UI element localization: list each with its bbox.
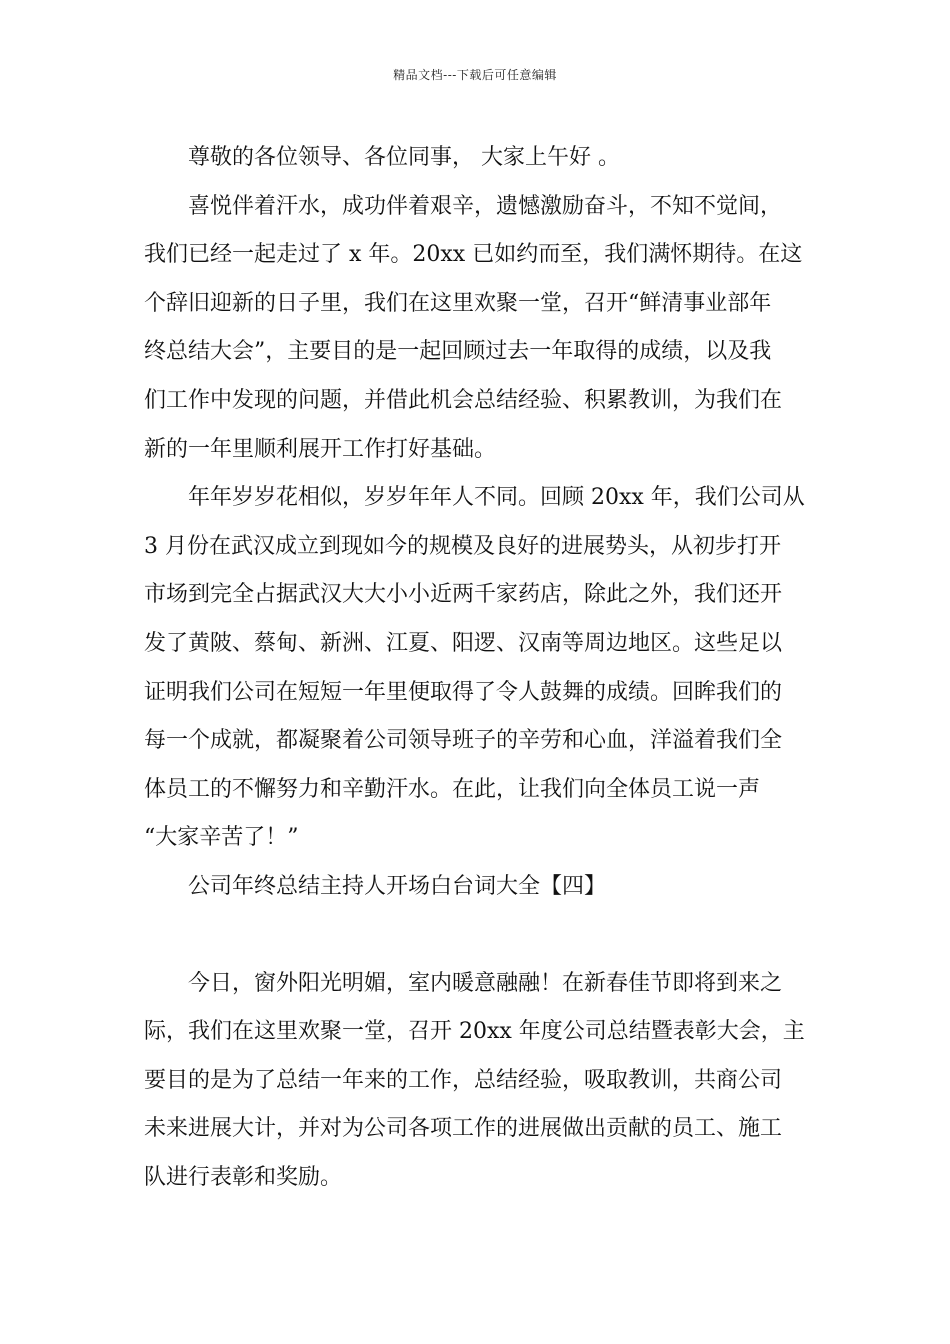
paragraph-1-line: 们工作中发现的问题，并借此机会总结经验、积累教训，为我们在 — [144, 387, 783, 413]
paragraph-1-line: 新的一年里顺利展开工作打好基础。 — [144, 436, 497, 462]
paragraph-3-line: 际，我们在这里欢聚一堂，召开 20xx 年度公司总结暨表彰大会，主 — [144, 1019, 805, 1045]
paragraph-2-line: 发了黄陂、蔡甸、新洲、江夏、阳逻、汉南等周边地区。这些足以 — [144, 630, 783, 656]
paragraph-3-line: 今日，窗外阳光明媚，室内暖意融融！在新春佳节即将到来之 — [188, 970, 783, 996]
paragraph-3-line: 要目的是为了总结一年来的工作，总结经验，吸取教训，共商公司 — [144, 1067, 783, 1093]
blank-spacer — [144, 912, 808, 960]
paragraph-1-line: 喜悦伴着汗水，成功伴着艰辛，遗憾激励奋斗，不知不觉间， — [188, 193, 783, 219]
paragraph-2-line: 体员工的不懈努力和辛勤汗水。在此，让我们向全体员工说一声 — [144, 776, 761, 802]
paragraph-1-line: 我们已经一起走过了 x 年。20xx 已如约而至，我们满怀期待。在这 — [144, 242, 803, 268]
paragraph-1-line: 个辞旧迎新的日子里，我们在这里欢聚一堂，召开“鲜清事业部年 — [144, 290, 772, 316]
paragraph-2-line: 市场到完全占据武汉大大小小近两千家药店，除此之外，我们还开 — [144, 582, 783, 608]
paragraph-2-line: 3 月份在武汉成立到现如今的规模及良好的进展势头，从初步打开 — [144, 533, 781, 559]
greeting-line: 尊敬的各位领导、各位同事， 大家上午好 。 — [188, 145, 620, 170]
paragraph-2-line: 证明我们公司在短短一年里便取得了令人鼓舞的成绩。回眸我们的 — [144, 679, 783, 705]
paragraph-3-line: 未来进展大计，并对为公司各项工作的进展做出贡献的员工、施工 — [144, 1116, 783, 1142]
paragraph-3-line: 队进行表彰和奖励。 — [144, 1164, 343, 1190]
paragraph-2-line: 每一个成就，都凝聚着公司领导班子的辛劳和心血，洋溢着我们全 — [144, 728, 783, 754]
document-body — [144, 134, 808, 1202]
paragraph-2-line: “大家辛苦了！” — [144, 825, 299, 851]
paragraph-2-line: 年年岁岁花相似，岁岁年年人不同。回顾 20xx 年，我们公司从 — [188, 485, 805, 511]
paragraph-1-line: 终总结大会”，主要目的是一起回顾过去一年取得的成绩，以及我 — [144, 339, 772, 365]
section-title: 公司年终总结主持人开场白台词大全【四】 — [188, 873, 607, 899]
page-header: 精品文档---下载后可任意编辑 — [393, 68, 557, 82]
